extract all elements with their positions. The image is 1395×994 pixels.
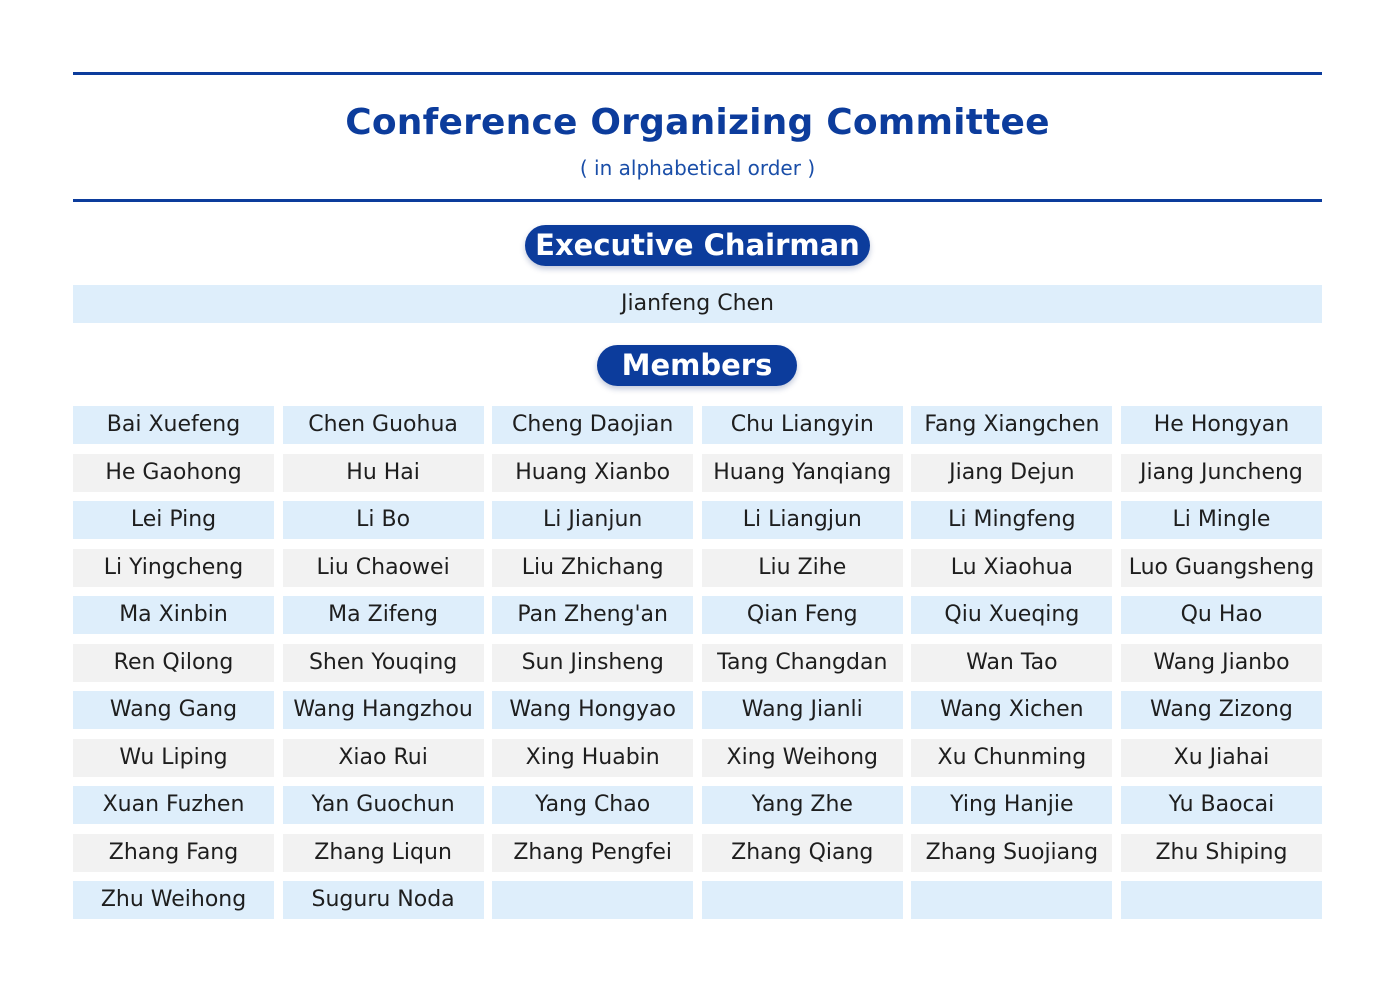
member-name: Zhang Liqun xyxy=(283,834,484,872)
member-name: Liu Chaowei xyxy=(283,549,484,587)
member-name: Tang Changdan xyxy=(702,644,903,682)
member-name: Jiang Juncheng xyxy=(1121,454,1322,492)
member-name: Fang Xiangchen xyxy=(911,406,1112,444)
member-name: Wang Xichen xyxy=(911,691,1112,729)
member-name: Ma Zifeng xyxy=(283,596,484,634)
member-name: Wang Jianbo xyxy=(1121,644,1322,682)
member-name: Wang Zizong xyxy=(1121,691,1322,729)
member-name: Xiao Rui xyxy=(283,739,484,777)
member-name: Li Bo xyxy=(283,501,484,539)
member-name: Qu Hao xyxy=(1121,596,1322,634)
member-name: Li Jianjun xyxy=(492,501,693,539)
bottom-divider xyxy=(73,199,1322,202)
member-empty-cell xyxy=(1121,881,1322,919)
member-name: Bai Xuefeng xyxy=(73,406,274,444)
member-name: Wan Tao xyxy=(911,644,1112,682)
member-name: Zhang Fang xyxy=(73,834,274,872)
member-name: Cheng Daojian xyxy=(492,406,693,444)
member-name: Wu Liping xyxy=(73,739,274,777)
member-name: Ren Qilong xyxy=(73,644,274,682)
member-name: Li Mingfeng xyxy=(911,501,1112,539)
member-name: Suguru Noda xyxy=(283,881,484,919)
member-name: Ying Hanjie xyxy=(911,786,1112,824)
member-name: Liu Zihe xyxy=(702,549,903,587)
member-empty-cell xyxy=(492,881,693,919)
member-name: Lu Xiaohua xyxy=(911,549,1112,587)
member-name: Yu Baocai xyxy=(1121,786,1322,824)
member-name: Wang Hongyao xyxy=(492,691,693,729)
member-name: Shen Youqing xyxy=(283,644,484,682)
member-name: Huang Yanqiang xyxy=(702,454,903,492)
member-name: Liu Zhichang xyxy=(492,549,693,587)
member-name: Zhu Shiping xyxy=(1121,834,1322,872)
page-subtitle: ( in alphabetical order ) xyxy=(579,156,816,180)
member-name: Luo Guangsheng xyxy=(1121,549,1322,587)
member-name: Qian Feng xyxy=(702,596,903,634)
member-name: Huang Xianbo xyxy=(492,454,693,492)
member-name: Ma Xinbin xyxy=(73,596,274,634)
members-heading: Members xyxy=(597,345,797,386)
member-name: Xuan Fuzhen xyxy=(73,786,274,824)
member-name: Xing Huabin xyxy=(492,739,693,777)
member-name: Yang Chao xyxy=(492,786,693,824)
member-name: Zhang Qiang xyxy=(702,834,903,872)
member-empty-cell xyxy=(911,881,1112,919)
member-name: Zhang Suojiang xyxy=(911,834,1112,872)
executive-chairman-name: Jianfeng Chen xyxy=(73,285,1322,323)
member-name: Pan Zheng'an xyxy=(492,596,693,634)
member-name: Li Yingcheng xyxy=(73,549,274,587)
member-name: Chen Guohua xyxy=(283,406,484,444)
page-title: Conference Organizing Committee xyxy=(345,102,1050,143)
top-divider xyxy=(73,72,1322,75)
member-name: Jiang Dejun xyxy=(911,454,1112,492)
members-grid xyxy=(73,406,1322,919)
member-name: Li Mingle xyxy=(1121,501,1322,539)
member-name: Qiu Xueqing xyxy=(911,596,1112,634)
member-name: Zhang Pengfei xyxy=(492,834,693,872)
member-name: Wang Gang xyxy=(73,691,274,729)
member-name: Xu Chunming xyxy=(911,739,1112,777)
member-name: Xu Jiahai xyxy=(1121,739,1322,777)
member-name: Yang Zhe xyxy=(702,786,903,824)
member-name: Chu Liangyin xyxy=(702,406,903,444)
member-name: Wang Hangzhou xyxy=(283,691,484,729)
member-name: Xing Weihong xyxy=(702,739,903,777)
member-name: He Gaohong xyxy=(73,454,274,492)
member-name: Li Liangjun xyxy=(702,501,903,539)
member-name: Zhu Weihong xyxy=(73,881,274,919)
member-name: Yan Guochun xyxy=(283,786,484,824)
member-name: Lei Ping xyxy=(73,501,274,539)
member-name: Wang Jianli xyxy=(702,691,903,729)
member-name: He Hongyan xyxy=(1121,406,1322,444)
member-name: Sun Jinsheng xyxy=(492,644,693,682)
executive-chairman-heading: Executive Chairman xyxy=(525,225,870,266)
member-empty-cell xyxy=(702,881,903,919)
member-name: Hu Hai xyxy=(283,454,484,492)
